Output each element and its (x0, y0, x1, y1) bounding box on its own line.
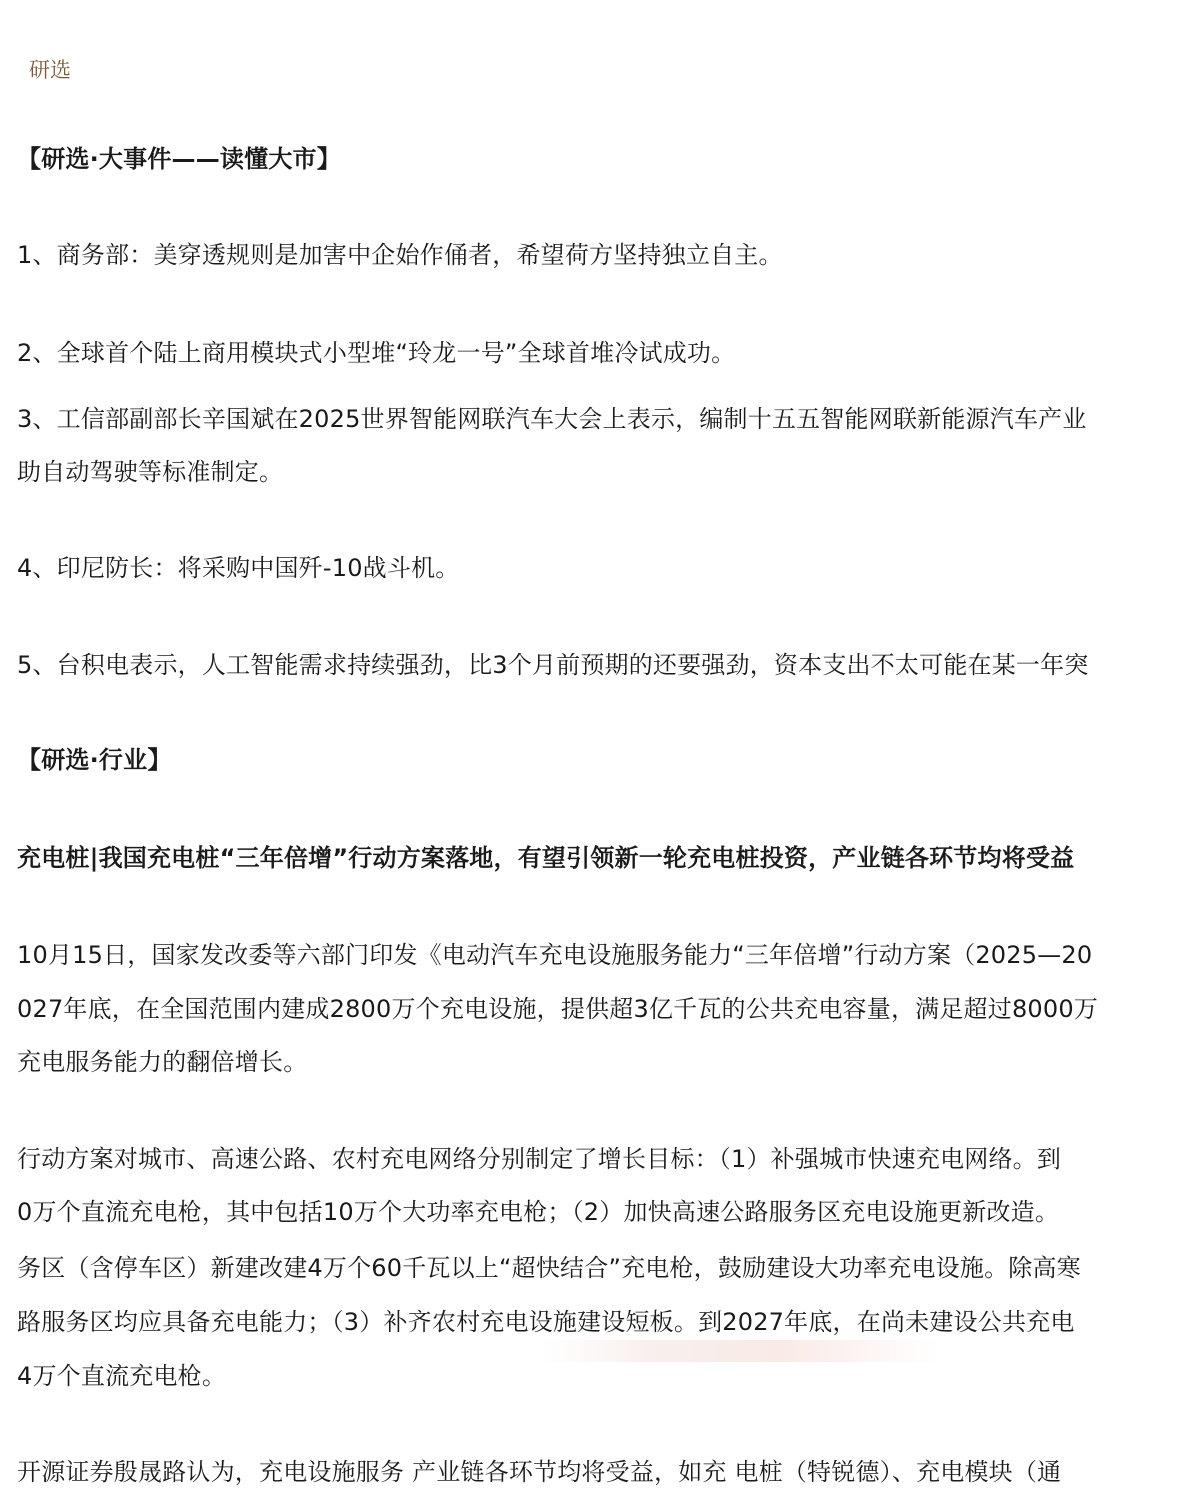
para2-line-3: 务区（含停车区）新建改建4万个60千瓦以上“超快结合”充电枪，鼓励建设大功率充电设施。除高寒 (17, 1254, 1081, 1282)
event-item-2: 2、全球首个陆上商用模块式小型堆“玲龙一号”全球首堆冷试成功。 (17, 339, 736, 367)
para1-line-1: 10月15日，国家发改委等六部门印发《电动汽车充电设施服务能力“三年倍增”行动方案（2025—20 (17, 941, 1093, 969)
event-item-4: 4、印尼防长：将采购中国歼-10战斗机。 (17, 554, 460, 582)
para2-line-4: 路服务区均应具备充电能力；（3）补齐农村充电设施建设短板。到2027年底，在尚未建设公共充电 (17, 1308, 1075, 1336)
section-heading-events: 【研选·大事件——读懂大市】 (17, 145, 341, 173)
para2-line-1: 行动方案对城市、高速公路、农村充电网络分别制定了增长目标：（1）补强城市快速充电网络。到 (17, 1145, 1062, 1173)
para3-line-1: 开源证券殷晟路认为，充电设施服务 产业链各环节均将受益，如充 电桩（特锐德）、充电模块（通 (17, 1458, 1062, 1486)
para2-line-5: 4万个直流充电枪。 (17, 1362, 227, 1390)
para1-line-3: 充电服务能力的翻倍增长。 (17, 1048, 308, 1076)
para1-line-2: 027年底，在全国范围内建成2800万个充电设施，提供超3亿千瓦的公共充电容量，满足超过8000万 (17, 995, 1099, 1023)
event-item-5: 5、台积电表示，人工智能需求持续强劲，比3个月前预期的还要强劲，资本支出不太可能在某一年突 (17, 651, 1089, 679)
faint-watermark-band (540, 1340, 940, 1362)
brand-label: 研选 (29, 58, 71, 82)
event-item-3-cont: 助自动驾驶等标准制定。 (17, 458, 284, 486)
article-title: 充电桩|我国充电桩“三年倍增”行动方案落地，有望引领新一轮充电桩投资，产业链各环节均将受益 (17, 844, 1075, 872)
section-heading-industry: 【研选·行业】 (17, 746, 172, 774)
event-item-1: 1、商务部：美穿透规则是加害中企始作俑者，希望荷方坚持独立自主。 (17, 241, 783, 269)
event-item-3: 3、工信部副部长辛国斌在2025世界智能网联汽车大会上表示，编制十五五智能网联新能源汽车产业 (17, 405, 1087, 433)
para2-line-2: 0万个直流充电枪，其中包括10万个大功率充电枪；（2）加快高速公路服务区充电设施更新改造。 (17, 1198, 1060, 1226)
